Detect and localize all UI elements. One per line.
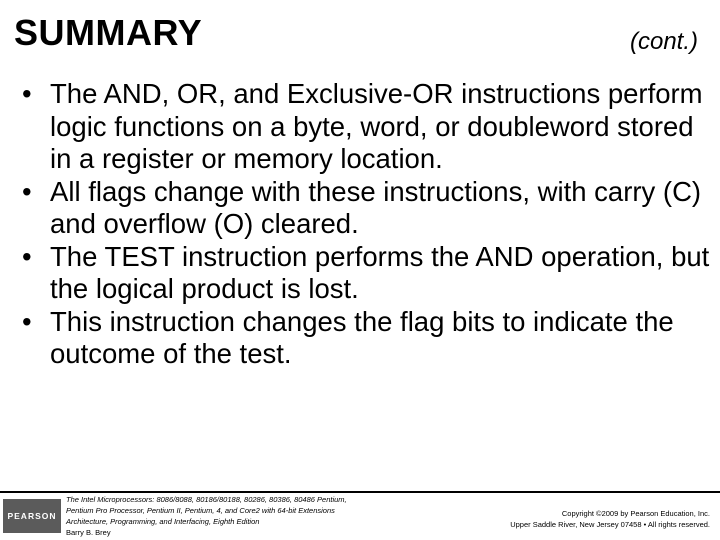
- copyright-notice: [420, 508, 710, 530]
- bullet-text: This instruction changes the flag bits to indicate the outcome of the test.: [50, 305, 674, 369]
- book-title-line: Pentium Pro Processor, Pentium II, Pentium, 4, and Core2 with 64-bit Extensions: [66, 506, 335, 515]
- book-title-line: The Intel Microprocessors: 8086/8088, 80186/80188, 80286, 80386, 80486 Pentium,: [66, 495, 347, 504]
- bullet-icon: •: [22, 175, 32, 207]
- bullet-text: All flags change with these instructions, with carry (C) and overflow (O) cleared.: [50, 175, 702, 239]
- slide-subtitle: (cont.): [629, 28, 698, 55]
- bullet-icon: •: [22, 240, 32, 272]
- bullet-list: [22, 78, 712, 371]
- bullet-item: [22, 176, 712, 241]
- bullet-text: The AND, OR, and Exclusive-OR instructions perform logic functions on a byte, word, or doubleword stored in a register or memory location.: [50, 78, 703, 174]
- slide-title: SUMMARY: [14, 12, 203, 53]
- bullet-icon: •: [22, 78, 32, 109]
- bullet-text: The TEST instruction performs the AND operation, but the logical product is lost.: [50, 240, 710, 304]
- footer-divider: [0, 491, 720, 493]
- book-author: Barry B. Brey: [66, 528, 111, 537]
- book-title-line: Architecture, Programming, and Interfacing, Eighth Edition: [66, 517, 260, 526]
- bullet-item: [22, 306, 712, 371]
- copyright-line: Upper Saddle River, New Jersey 07458 • All rights reserved.: [510, 520, 710, 529]
- bullet-item: [22, 241, 712, 306]
- book-citation: [66, 494, 396, 538]
- pearson-logo: PEARSON: [3, 499, 61, 533]
- bullet-item: [22, 78, 712, 176]
- copyright-line: Copyright ©2009 by Pearson Education, Inc.: [561, 509, 710, 518]
- bullet-icon: •: [22, 305, 32, 337]
